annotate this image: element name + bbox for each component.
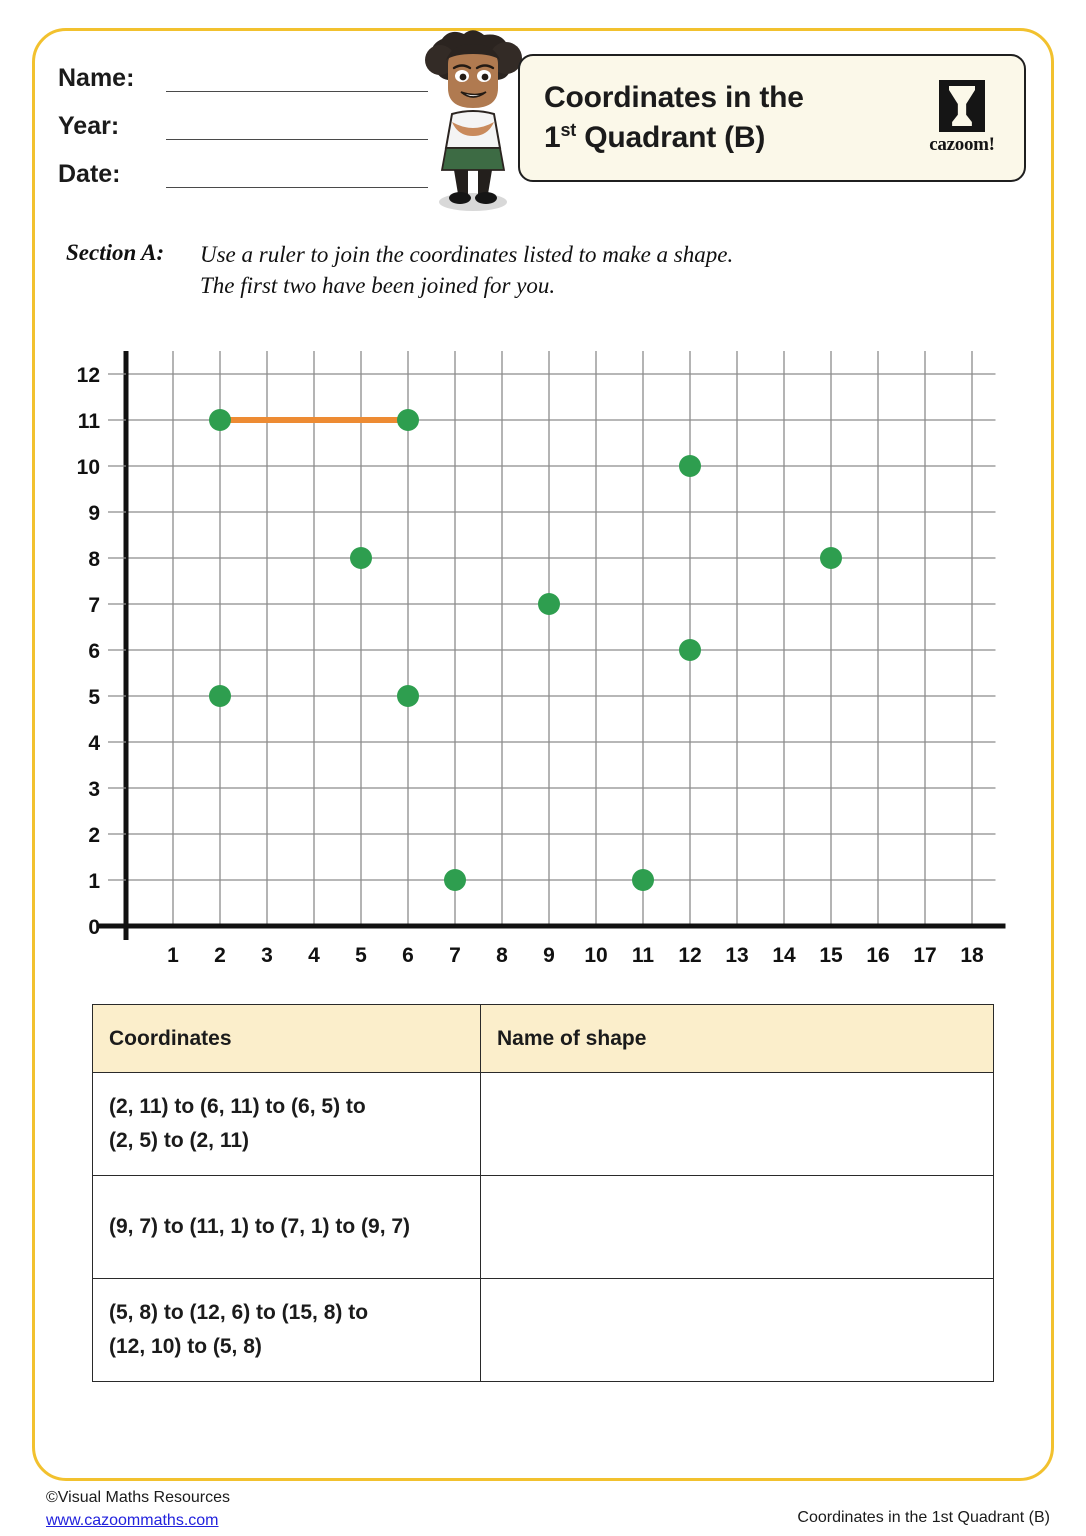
x-axis-tick-label: 9: [543, 944, 555, 967]
coordinates-line-1: (9, 7) to (11, 1) to (7, 1) to (9, 7): [109, 1214, 411, 1238]
y-axis-tick-label: 6: [88, 640, 100, 663]
name-of-shape-answer-cell[interactable]: [481, 1279, 994, 1382]
date-input-line[interactable]: [166, 166, 428, 188]
cazoom-logo-word: cazoom!: [929, 134, 995, 155]
table-header-row: [93, 1005, 994, 1073]
coordinates-line-1: (5, 8) to (12, 6) to (15, 8) to: [109, 1300, 369, 1324]
date-field-row: [58, 154, 428, 188]
date-field-label: Date:: [58, 160, 121, 188]
title-line-2-rest: Quadrant (B): [576, 121, 766, 154]
y-axis-tick-label: 9: [88, 502, 100, 525]
y-axis-tick-label: 4: [88, 732, 100, 755]
coordinates-cell: [93, 1073, 481, 1176]
x-axis-tick-label: 11: [631, 944, 655, 967]
footer-credits: [46, 1486, 230, 1532]
instruction-line-2: The first two have been joined for you.: [200, 272, 556, 298]
y-axis-tick-label: 12: [76, 364, 100, 387]
column-header-name-of-shape: Name of shape: [481, 1005, 994, 1073]
x-axis-tick-label: 14: [772, 944, 796, 967]
y-axis-origin-label: 0: [88, 916, 100, 939]
x-axis-tick-label: 5: [355, 944, 367, 967]
year-field-label: Year:: [58, 112, 120, 140]
coordinates-cell: [93, 1279, 481, 1382]
footer-worksheet-name: Coordinates in the 1st Quadrant (B): [797, 1509, 1050, 1526]
y-axis-tick-label: 8: [88, 548, 100, 571]
name-of-shape-answer-cell[interactable]: [481, 1176, 994, 1279]
y-axis-tick-label: 11: [77, 410, 100, 433]
x-axis-tick-label: 7: [449, 944, 461, 967]
y-axis-tick-label: 1: [88, 870, 100, 893]
student-info-block: [58, 58, 428, 202]
page-title: [544, 78, 920, 158]
section-a-instructions: [66, 240, 966, 302]
y-axis-tick-label: 3: [88, 778, 100, 801]
x-axis-tick-label: 18: [960, 944, 984, 967]
student-girl-mascot-icon: [416, 30, 530, 214]
table-row: [93, 1279, 994, 1382]
year-field-row: [58, 106, 428, 140]
x-axis-tick-label: 10: [584, 944, 608, 967]
coordinates-line-2: (12, 10) to (5, 8): [109, 1335, 262, 1358]
column-header-coordinates: Coordinates: [93, 1005, 481, 1073]
x-axis-tick-label: 3: [261, 944, 273, 967]
y-axis-tick-label: 7: [88, 594, 100, 617]
worksheet-title-box: [518, 54, 1026, 182]
title-ordinal-number: 1: [544, 121, 561, 154]
section-a-label: Section A:: [66, 240, 165, 265]
coordinates-line-2: (2, 5) to (2, 11): [109, 1129, 250, 1152]
x-axis-tick-label: 4: [308, 944, 320, 967]
title-ordinal-suffix: st: [560, 120, 577, 140]
table-row: [93, 1176, 994, 1279]
table-row: [93, 1073, 994, 1176]
x-axis-tick-label: 13: [725, 944, 749, 967]
x-axis-tick-label: 6: [402, 944, 414, 967]
y-axis-tick-label: 5: [88, 686, 100, 709]
name-of-shape-answer-cell[interactable]: [481, 1073, 994, 1176]
x-axis-tick-label: 12: [678, 944, 702, 967]
section-a-text: [200, 240, 733, 302]
x-axis-tick-label: 17: [913, 944, 937, 967]
y-axis-tick-label: 10: [76, 456, 100, 479]
copyright-text: ©Visual Maths Resources: [46, 1489, 231, 1506]
x-axis-tick-label: 16: [866, 944, 890, 967]
coordinates-line-1: (2, 11) to (6, 11) to (6, 5) to: [109, 1094, 366, 1118]
cazoom-hourglass-icon: [939, 80, 985, 132]
instruction-line-1: Use a ruler to join the coordinates listed to make a shape.: [200, 242, 734, 267]
x-axis-tick-label: 2: [214, 944, 226, 967]
coordinates-table: [92, 1004, 994, 1382]
name-field-row: [58, 58, 428, 92]
name-input-line[interactable]: [166, 70, 428, 92]
title-line-1: Coordinates in the: [544, 81, 804, 115]
coordinates-cell: [93, 1176, 481, 1279]
cazoom-logo: [920, 80, 1004, 156]
website-link[interactable]: www.cazoommaths.com: [46, 1512, 219, 1530]
x-axis-tick-label: 8: [496, 944, 508, 967]
title-line-2: [544, 118, 920, 158]
name-field-label: Name:: [58, 64, 135, 92]
year-input-line[interactable]: [166, 118, 428, 140]
x-axis-tick-label: 15: [819, 944, 843, 967]
x-axis-tick-label: 1: [167, 944, 179, 967]
y-axis-tick-label: 2: [88, 824, 100, 847]
